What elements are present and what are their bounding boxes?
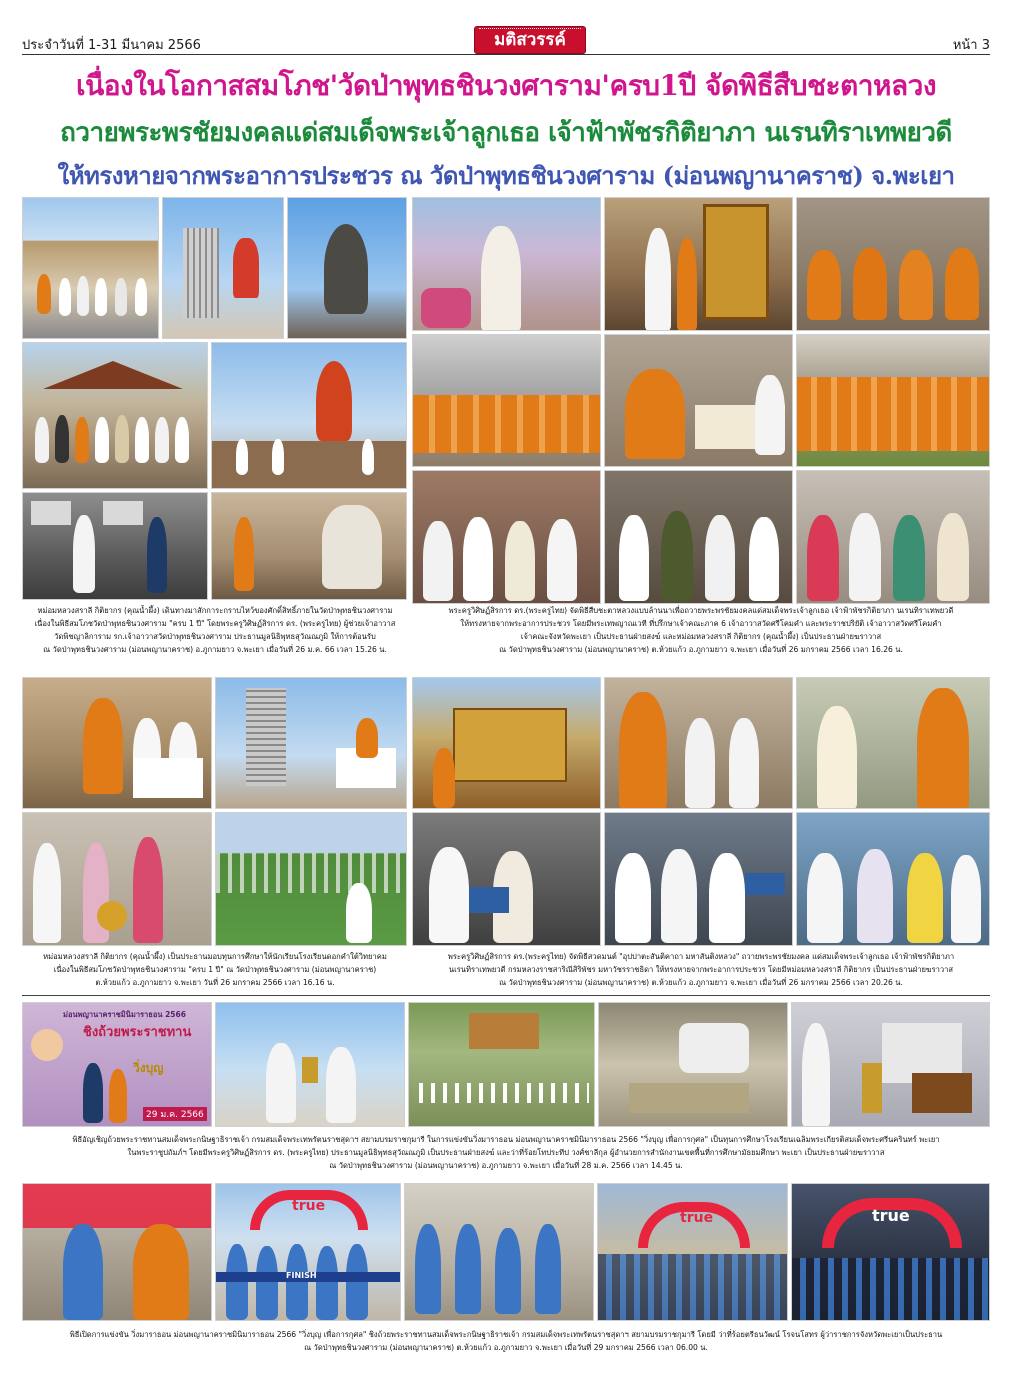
- finish-tape-text: FINISH: [286, 1271, 317, 1280]
- photo-welcome-greeting: [22, 492, 208, 600]
- caption-block-5: [22, 1133, 990, 1177]
- photo-monk-blessing-runner: [22, 1183, 212, 1321]
- photo-monk-ritual-table: [604, 334, 793, 467]
- banner-trophy-title: ชิงถ้วยพระราชทาน: [83, 1025, 192, 1040]
- photo-ceremony-lady: [412, 197, 601, 331]
- caption-1-line-1: หม่อมหลวงสราลี กิติยากร (คุณน้ำผึ้ง) เดินทางมาสักการะกราบไหว้ของศักดิ์สิทธิ์ภายในวัดป่าพุทธชินวงศาราม: [37, 606, 393, 615]
- caption-5-line-2: ในพระราชูปถัมภ์ฯ โดยมีพระครูวิศิษฏ์สิรการ ดร. (พระครูไทย) ประธานมูลนิธิพุทธสุวัณณภูมิ เป็นประธานฝ่ายสงฆ์ และว่าที่ร้อยโทประทีป วงศ์ชาลีกุล ผู้อำนวยการสำนักงานเขตพื้นที่การศึกษามัธยมศึกษา พะเยา เป็นประธานฝ่ายฆราวาส: [127, 1148, 885, 1157]
- caption-4-line-2: นเรนทิราเทพยวดี กรมหลวงราชสาริณีสิริพัชร มหาวัชรราชธิดา ให้ทรงหายจากพระอาการประชวร โดยมีหม่อมหลวงสราลี กิติยากร เป็นประธานฝ่ายฆราวาส: [448, 965, 954, 974]
- photo-monks-rows: [796, 334, 990, 467]
- headline-line-3: ให้ทรงหายจากพระอาการประชวร ณ วัดป่าพุทธชินวงศาราม (ม่อนพญานาคราช) จ.พะเยา: [57, 161, 955, 190]
- caption-block-3: [22, 950, 408, 992]
- arch-brand-text: true: [292, 1198, 326, 1214]
- banner-bunch-word: วิ่งบุญ: [133, 1061, 164, 1075]
- photo-finish-line-tape: [215, 1183, 401, 1321]
- arch-brand-text-3: true: [872, 1206, 910, 1225]
- photo-chanting-books-3: [796, 812, 990, 946]
- caption-2-line-2: ให้ทรงหายจากพระอาการประชวร โดยมีพระเทพญาณเวที ที่ปรึกษาเจ้าคณะภาค 6 เจ้าอาวาสวัดศรีโคมคำ และพระราชปริยัติ เจ้าอาวาสวัดศรีโคมคำ: [460, 619, 942, 628]
- photo-monks-chanting: [796, 197, 990, 331]
- caption-1-line-4: ณ วัดป่าพุทธชินวงศาราม (ม่อนพญานาคราช) อ.ภูกามยาว จ.พะเยา เมื่อวันที่ 26 ม.ค. 66 เวลา 15.26 น.: [43, 645, 387, 654]
- photo-monks-seated-hall: [412, 334, 601, 467]
- banner-event-title: ม่อนพญานาคราชมินิมาราธอน 2566: [63, 1010, 186, 1019]
- photo-audience-officials: [604, 470, 793, 604]
- photo-golden-altar: [412, 677, 601, 809]
- photo-resort-bungalows: [22, 197, 159, 339]
- photo-monk-with-ladies: [22, 677, 212, 809]
- banner-date: 29 ม.ค. 2566: [143, 1107, 207, 1121]
- headline-line-2: ถวายพระพรชัยมงคลแด่สมเด็จพระเจ้าลูกเธอ เจ้าฟ้าพัชรกิติยาภา นเรนทิราเทพยวดี: [60, 118, 952, 148]
- caption-5-line-3: ณ วัดป่าพุทธชินวงศาราม (ม่อนพญานาคราช) อ.ภูกามยาว จ.พะเยา เมื่อวันที่ 28 ม.ค. 2566 เวลา 14.45 น.: [329, 1161, 683, 1170]
- photo-monk-with-guests: [604, 677, 793, 809]
- issue-date: ประจำวันที่ 1-31 มีนาคม 2566: [22, 38, 201, 53]
- photo-naga-statue-closeup: [287, 197, 407, 339]
- photo-naga-statue-scaffold: [162, 197, 284, 339]
- photo-trophy-altar: [791, 1002, 990, 1127]
- section-divider: [22, 995, 990, 996]
- caption-2-line-3: เจ้าคณะจังหวัดพะเยา เป็นประธานฝ่ายสงฆ์ และหม่อมหลวงสราลี กิติยากร (คุณน้ำผึ้ง) เป็นประธานฝ่ายฆราวาส: [520, 632, 882, 641]
- photo-trophy-procession: [215, 1002, 405, 1127]
- photo-aerial-stage: [598, 1002, 788, 1127]
- photo-golden-naga-statue: [211, 342, 407, 489]
- page-header: [22, 28, 990, 55]
- photo-audience-front-row: [412, 470, 601, 604]
- caption-2-line-1: พระครูวิศิษฏ์สิรการ ดร.(พระครูไทย) จัดพิธีสืบชะตาหลวงแบบล้านนาเพื่อถวายพระพรชัยมงคลแด่สมเด็จพระเจ้าลูกเธอ เจ้าฟ้าพัชรกิติยาภา นเรนทิราเทพยวดี: [448, 606, 954, 615]
- photo-pavilion-group: [22, 342, 208, 489]
- masthead-title: มติสวรรค์: [494, 30, 566, 50]
- masthead-logo: [474, 26, 586, 54]
- photo-monk-blessing-guest: [796, 677, 990, 809]
- photo-chanting-books-1: [412, 812, 601, 946]
- photo-start-arch-night: [791, 1183, 990, 1321]
- caption-3-line-1: หม่อมหลวงสราลี กิติยากร (คุณน้ำผึ้ง) เป็นประธานมอบทุนการศึกษาให้นักเรียนโรงเรียนดอกคำใต้วิทยาคม: [43, 952, 387, 961]
- page-number: หน้า 3: [952, 38, 990, 53]
- photo-aerial-field: [408, 1002, 595, 1127]
- caption-block-2: [412, 604, 990, 670]
- photo-scholarship-students: [22, 812, 212, 946]
- caption-3-line-2: เนื่องในพิธีสมโภชวัดป่าพุทธชินวงศาราม "ครบ 1 ปี" ณ วัดป่าพุทธชินวงศาราม (ม่อนพญานาคราช): [53, 965, 377, 974]
- photo-shrine-offering: [604, 197, 793, 331]
- caption-6-line-2: ณ วัดป่าพุทธชินวงศาราม (ม่อนพญานาคราช) ต.ห้วยแก้ว อ.ภูกามยาว จ.พะเยา เมื่อวันที่ 29 มกราคม 2566 เวลา 06.00 น.: [304, 1343, 708, 1352]
- caption-block-1: [22, 604, 408, 670]
- caption-5-line-1: พิธีอัญเชิญถ้วยพระราชทานสมเด็จพระกนิษฐาธิราชเจ้า กรมสมเด็จพระเทพรัตนราชสุดาฯ สยามบรมราชกุมารี ในการแข่งขันวิ่งมาราธอน ม่อนพญานาคราชมินิมาราธอน 2566 "วิ่งบุญ เพื่อการกุศล" เป็นทุนการศึกษาโรงเรียนเฉลิมพระเกียรติสมเด็จพระศรีนครินทร์ พะเยา: [72, 1135, 940, 1144]
- photo-marathon-banner: [22, 1002, 212, 1127]
- caption-4-line-1: พระครูวิศิษฏ์สิรการ ดร.(พระครูไทย) จัดพิธีสวดมนต์ "อุปปาตะสันติคาถา มหาสันติงหลวง" ถวายพระพรชัยมงคล แด่สมเด็จพระเจ้าลูกเธอ เจ้าฟ้าพัชรกิติยาภา: [447, 952, 955, 961]
- caption-3-line-3: ต.ห้วยแก้ว อ.ภูกามยาว จ.พะเยา วันที่ 26 มกราคม 2566 เวลา 16.16 น.: [95, 978, 335, 987]
- caption-6-line-1: พิธีเปิดการแข่งขัน วิ่งมาราธอน ม่อนพญานาคราชมินิมาราธอน 2566 "วิ่งบุญ เพื่อการกุศล" ชิงถ้วยพระราชทานสมเด็จพระกนิษฐาธิราชเจ้า กรมสมเด็จพระเทพรัตนราชสุดาฯ สยามบรมราชกุมารี โดยมี ว่าที่ร้อยตรีธนวัฒน์ โรจนโสทร ผู้ว่าราชการจังหวัดพะเยาเป็นประธาน: [69, 1330, 943, 1339]
- headline-line-1: เนื่องในโอกาสสมโภช'วัดป่าพุทธชินวงศาราม'ครบ1ปี จัดพิธีสืบชะตาหลวง: [76, 69, 936, 102]
- caption-1-line-3: วัดพิชญาลิการาม รก.เจ้าอาวาสวัดป่าพุทธชินวงศาราม ประธานมูลนิธิพุทธสุวัณณภูมิ ให้การต้อนรับ: [54, 632, 376, 641]
- caption-1-line-2: เนื่องในพิธีสมโภชวัดป่าพุทธชินวงศาราม "ครบ 1 ปี" โดยพระครูวิศิษฏ์สิรการ ดร. (พระครูไทย) ผู้ช่วยเจ้าอาวาส: [34, 619, 396, 628]
- photo-runners-road: [404, 1183, 594, 1321]
- caption-2-line-4: ณ วัดป่าพุทธชินวงศาราม (ม่อนพญานาคราช) ต.ห้วยแก้ว อ.ภูกามยาว จ.พะเยา เมื่อวันที่ 26 มกราคม 2566 เวลา 16.26 น.: [499, 645, 903, 654]
- photo-scaffold-statue-table: [215, 677, 407, 809]
- caption-block-4: [412, 950, 990, 992]
- photo-runners-field: [215, 812, 407, 946]
- photo-chanting-books-2: [604, 812, 793, 946]
- caption-4-line-3: ณ วัดป่าพุทธชินวงศาราม (ม่อนพญานาคราช) ต.ห้วยแก้ว อ.ภูกามยาว จ.พะเยา เมื่อวันที่ 26 มกราคม 2566 เวลา 20.26 น.: [499, 978, 903, 987]
- arch-brand-text-2: true: [680, 1210, 714, 1226]
- photo-audience-women: [796, 470, 990, 604]
- photo-start-arch-dawn: [597, 1183, 788, 1321]
- caption-block-6: [22, 1328, 990, 1358]
- photo-monk-statue-shrine: [211, 492, 407, 600]
